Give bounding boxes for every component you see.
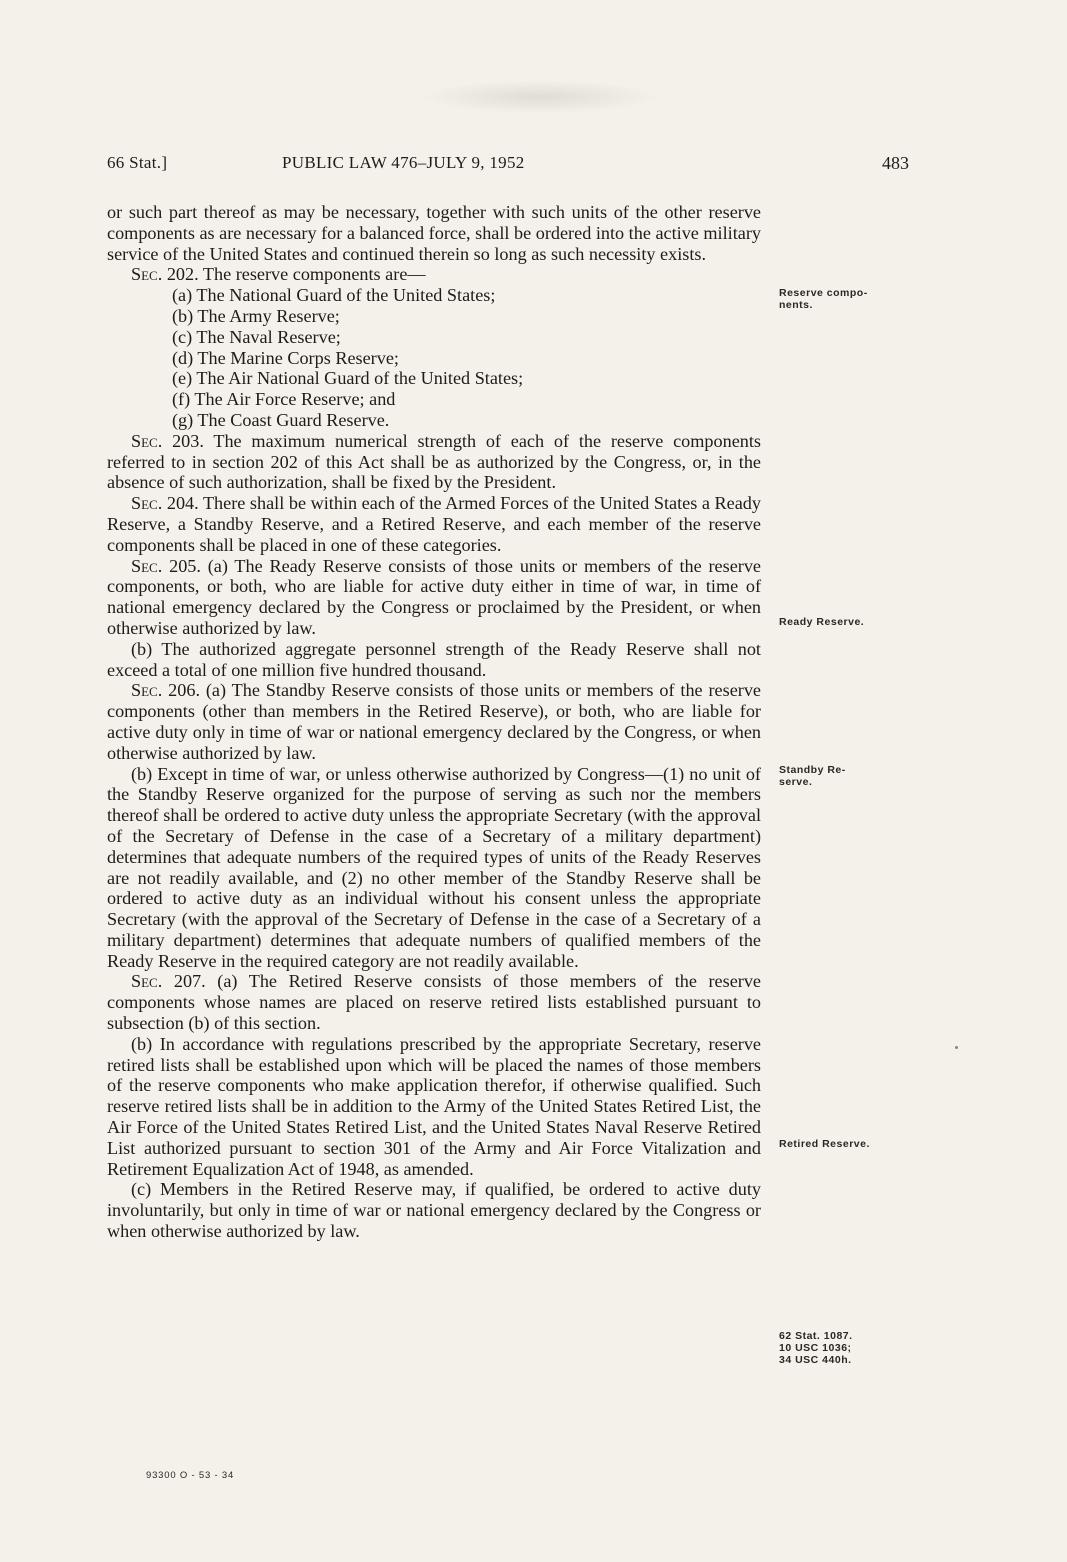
paragraph-text: (b) Except in time of war, or unless otherwise authorized by Congress—(1) no unit of the Standby Reserve organized for the purpose of serving as such nor the members thereof shall be ordered to active duty unless the appropriate Secretary (with the approval of the Secretary of Defense in the case of a Secretary of a military department) determines that adequate numbers of the required types of units of the Ready Reserves are not readily available, and (2) no other member of the Standby Reserve shall be ordered to active duty as an individual without his consent unless the appropriate Secretary (with the approval of the Secretary of Defense in the case of a Secretary of a military department) determines that adequate numbers of qualified members of the Ready Reserve in the required category are not readily available. bbox=[107, 763, 761, 971]
margin-note-ready-reserve bbox=[779, 616, 914, 628]
list-item bbox=[107, 368, 761, 389]
paragraph-text: 203. The maximum numerical strength of each of the reserve components referred to in section 202 of this Act shall be as authorized by the Congress, or, in the absence of such authorization, shall be fixed by the President. bbox=[107, 430, 761, 493]
paragraph bbox=[107, 680, 761, 763]
paragraph-text: (d) The Marine Corps Reserve; bbox=[172, 347, 399, 368]
paragraph-text: 202. The reserve components are— bbox=[162, 264, 426, 285]
page-header bbox=[107, 153, 907, 177]
paragraph-text: (c) Members in the Retired Reserve may, if qualified, be ordered to active duty involuntarily, but only in time of war or national emergency declared by the Congress or when otherwise authorized by law. bbox=[107, 1179, 761, 1242]
paragraph-text: or such part thereof as may be necessary, together with such units of the other reserve components as are necessary for a balanced force, shall be ordered into the active military service of the United States and continued therein so long as such necessity exists. bbox=[107, 202, 761, 264]
paragraph bbox=[107, 1034, 761, 1180]
paragraph bbox=[107, 493, 761, 555]
scan-speck bbox=[955, 1046, 958, 1049]
paragraph bbox=[107, 556, 761, 639]
margin-note-retired-reserve bbox=[779, 1138, 914, 1150]
page-number: 483 bbox=[882, 153, 909, 173]
paragraph bbox=[107, 1179, 761, 1241]
paragraph bbox=[107, 639, 761, 681]
margin-note-line: 34 USC 440h. bbox=[779, 1354, 852, 1366]
paragraph bbox=[107, 764, 761, 972]
margin-note-line: 62 Stat. 1087. bbox=[779, 1330, 853, 1342]
list-item bbox=[107, 327, 761, 348]
section-label: Sec. bbox=[131, 971, 163, 992]
section-label: Sec. bbox=[131, 680, 163, 701]
margin-note-reserve-components bbox=[779, 287, 914, 311]
paragraph-text: (f) The Air Force Reserve; and bbox=[172, 389, 396, 410]
law-title: PUBLIC LAW 476–JULY 9, 1952 bbox=[282, 153, 525, 172]
statute-body bbox=[107, 202, 761, 1242]
paragraph-text: (c) The Naval Reserve; bbox=[172, 326, 341, 347]
paragraph-text: (b) The Army Reserve; bbox=[172, 305, 340, 326]
paragraph-text: (b) The authorized aggregate personnel strength of the Ready Reserve shall not exceed a total of one million five hundred thousand. bbox=[107, 638, 761, 680]
margin-note-line: Ready Reserve. bbox=[779, 616, 865, 628]
list-item bbox=[107, 306, 761, 327]
margin-note-standby-reserve bbox=[779, 764, 914, 788]
paragraph-text: 206. (a) The Standby Reserve consists of those units or members of the reserve components (other than members in the Retired Reserve), or both, who are liable for active duty only in time of war or national emergency declared by the Congress, or when otherwise authorized by law. bbox=[107, 680, 761, 763]
paragraph bbox=[107, 971, 761, 1033]
list-item bbox=[107, 348, 761, 369]
paragraph-text: (a) The National Guard of the United States; bbox=[172, 285, 496, 306]
list-item bbox=[107, 389, 761, 410]
section-label: Sec. bbox=[131, 493, 163, 514]
margin-note-citation bbox=[779, 1330, 914, 1366]
section-label: Sec. bbox=[131, 430, 163, 451]
print-code: 93300 O - 53 - 34 bbox=[146, 1470, 235, 1481]
margin-note-line: Retired Reserve. bbox=[779, 1138, 870, 1150]
paragraph bbox=[107, 202, 761, 264]
list-item bbox=[107, 285, 761, 306]
margin-note-line: Standby Re- bbox=[779, 764, 846, 776]
section-label: Sec. bbox=[131, 555, 163, 576]
paragraph-text: (e) The Air National Guard of the United States; bbox=[172, 368, 524, 389]
margin-note-line: Reserve compo- bbox=[779, 287, 868, 299]
paragraph bbox=[107, 431, 761, 493]
section-label: Sec. bbox=[131, 264, 163, 285]
margin-note-line: nents. bbox=[779, 299, 813, 311]
volume-citation: 66 Stat.] bbox=[107, 153, 168, 172]
paragraph-text: (b) In accordance with regulations prescribed by the appropriate Secretary, reserve retired lists shall be established upon which will be placed the names of those members of the reserve components who make application therefor, if otherwise qualified. Such reserve retired lists shall be in addition to the Army of the United States Retired List, the Air Force of the United States Retired List, and the United States Naval Reserve Retired List authorized pursuant to section 301 of the Army and Air Force Vitalization and Retirement Equalization Act of 1948, as amended. bbox=[107, 1033, 761, 1179]
list-item bbox=[107, 410, 761, 431]
paragraph bbox=[107, 264, 761, 285]
paragraph-text: 205. (a) The Ready Reserve consists of those units or members of the reserve components, or both, who are liable for active duty either in time of war, in time of national emergency declared by the Congress or proclaimed by the President, or when otherwise authorized by law. bbox=[107, 555, 761, 638]
paragraph-text: 207. (a) The Retired Reserve consists of those members of the reserve components whose names are placed on reserve retired lists established pursuant to subsection (b) of this section. bbox=[107, 971, 761, 1034]
margin-note-line: serve. bbox=[779, 776, 813, 788]
margin-note-line: 10 USC 1036; bbox=[779, 1342, 852, 1354]
paragraph-text: (g) The Coast Guard Reserve. bbox=[172, 409, 390, 430]
scan-smudge bbox=[420, 80, 660, 114]
paragraph-text: 204. There shall be within each of the Armed Forces of the United States a Ready Reserve, a Standby Reserve, and a Retired Reserve, and each member of the reserve components shall be placed in one of these categories. bbox=[107, 493, 761, 555]
